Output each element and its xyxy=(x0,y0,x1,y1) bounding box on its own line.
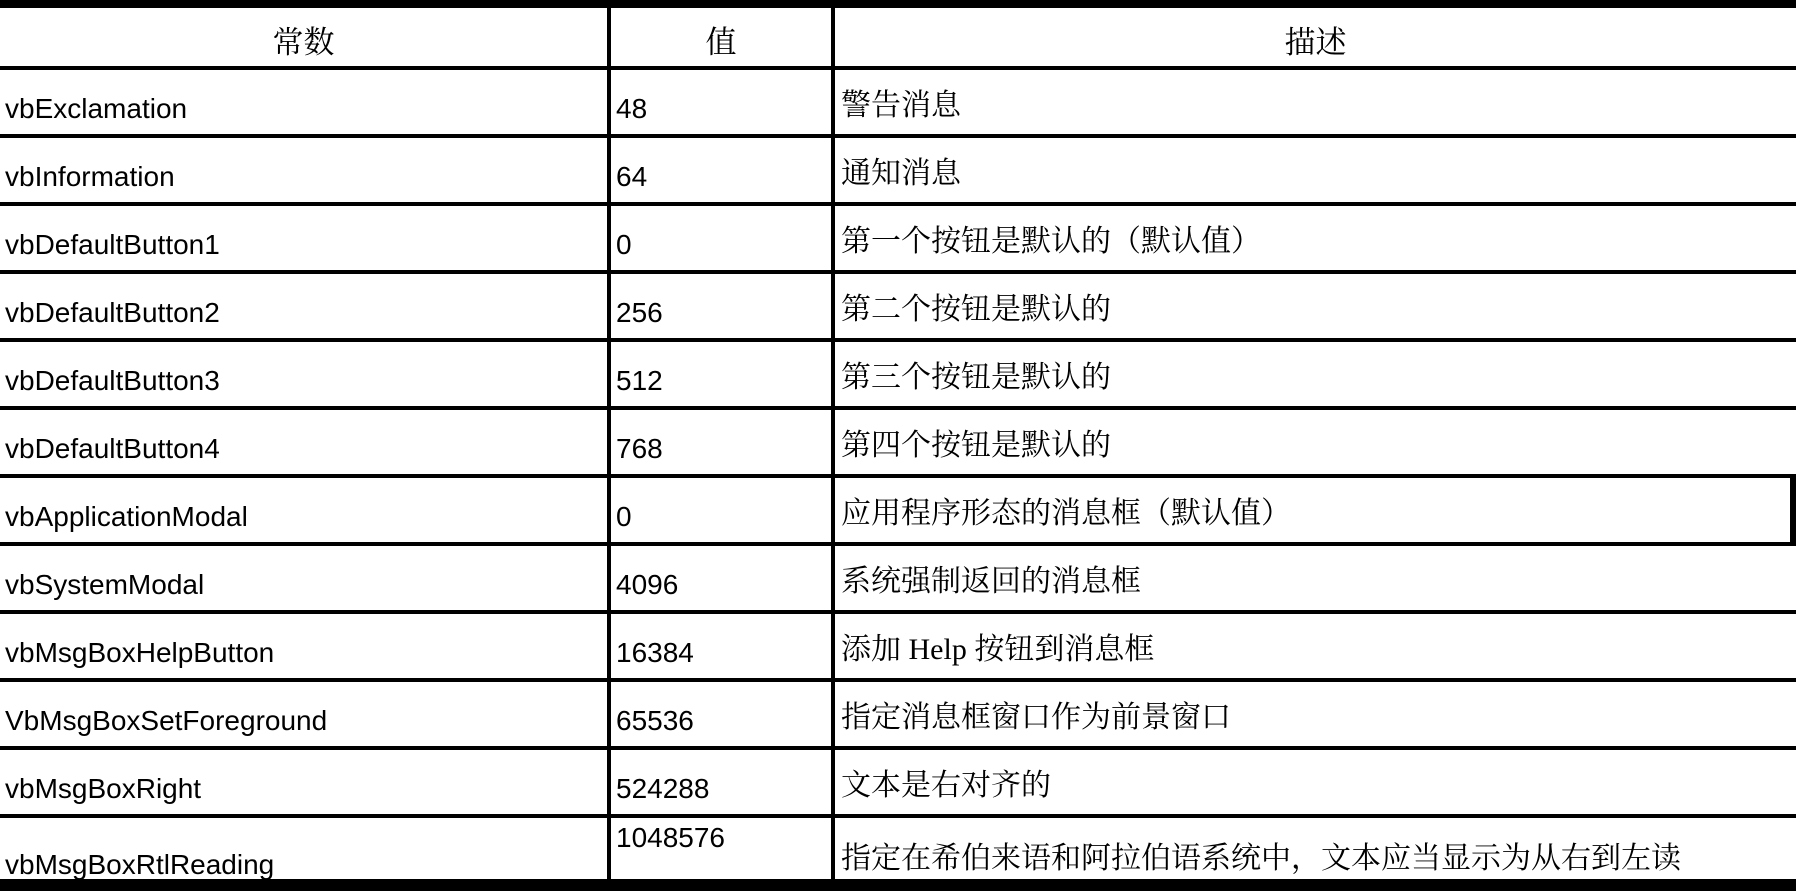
value-cell: 0 xyxy=(609,476,833,544)
column-header-value: 值 xyxy=(609,8,833,68)
constant-cell: vbDefaultButton2 xyxy=(0,272,609,340)
description-cell: 指定消息框窗口作为前景窗口 xyxy=(833,680,1796,748)
description-cell: 第四个按钮是默认的 xyxy=(833,408,1796,476)
right-border-fragment xyxy=(1790,478,1796,546)
constant-cell: vbMsgBoxRtlReading xyxy=(0,816,609,882)
value-cell: 256 xyxy=(609,272,833,340)
description-cell: 警告消息 xyxy=(833,68,1796,136)
description-cell: 第三个按钮是默认的 xyxy=(833,340,1796,408)
constant-cell: vbDefaultButton4 xyxy=(0,408,609,476)
value-cell: 48 xyxy=(609,68,833,136)
column-header-description: 描述 xyxy=(833,8,1796,68)
table-body xyxy=(0,68,1796,882)
msgbox-constants-table xyxy=(0,8,1796,882)
constant-cell: VbMsgBoxSetForeground xyxy=(0,680,609,748)
constant-cell: vbMsgBoxHelpButton xyxy=(0,612,609,680)
description-cell: 添加 Help 按钮到消息框 xyxy=(833,612,1796,680)
description-cell: 通知消息 xyxy=(833,136,1796,204)
column-header-constant: 常数 xyxy=(0,8,609,68)
description-cell: 系统强制返回的消息框 xyxy=(833,544,1796,612)
table-row xyxy=(0,340,1796,408)
constant-cell: vbDefaultButton3 xyxy=(0,340,609,408)
table-row xyxy=(0,136,1796,204)
constant-cell: vbApplicationModal xyxy=(0,476,609,544)
table-row xyxy=(0,816,1796,882)
table-row xyxy=(0,748,1796,816)
table-header xyxy=(0,8,1796,68)
description-cell: 文本是右对齐的 xyxy=(833,748,1796,816)
header-row xyxy=(0,8,1796,68)
table-row xyxy=(0,680,1796,748)
table-row xyxy=(0,612,1796,680)
description-cell: 指定在希伯来语和阿拉伯语系统中，文本应当显示为从右到左读 xyxy=(841,842,1681,875)
table-row xyxy=(0,272,1796,340)
table-row xyxy=(0,408,1796,476)
value-cell: 1048576 xyxy=(609,816,833,882)
value-cell: 0 xyxy=(609,204,833,272)
description-cell: 应用程序形态的消息框（默认值） xyxy=(833,476,1796,544)
value-cell: 512 xyxy=(609,340,833,408)
constant-cell: vbExclamation xyxy=(0,68,609,136)
table-row xyxy=(0,68,1796,136)
description-cell: 第二个按钮是默认的 xyxy=(833,272,1796,340)
table-row xyxy=(0,544,1796,612)
table-row xyxy=(0,476,1796,544)
value-cell: 65536 xyxy=(609,680,833,748)
description-cell: 第一个按钮是默认的（默认值） xyxy=(833,204,1796,272)
value-cell: 524288 xyxy=(609,748,833,816)
value-cell: 16384 xyxy=(609,612,833,680)
value-cell: 4096 xyxy=(609,544,833,612)
constant-cell: vbDefaultButton1 xyxy=(0,204,609,272)
constant-cell: vbSystemModal xyxy=(0,544,609,612)
constant-cell: vbInformation xyxy=(0,136,609,204)
value-cell: 768 xyxy=(609,408,833,476)
value-cell: 64 xyxy=(609,136,833,204)
table-row xyxy=(0,204,1796,272)
constant-cell: vbMsgBoxRight xyxy=(0,748,609,816)
